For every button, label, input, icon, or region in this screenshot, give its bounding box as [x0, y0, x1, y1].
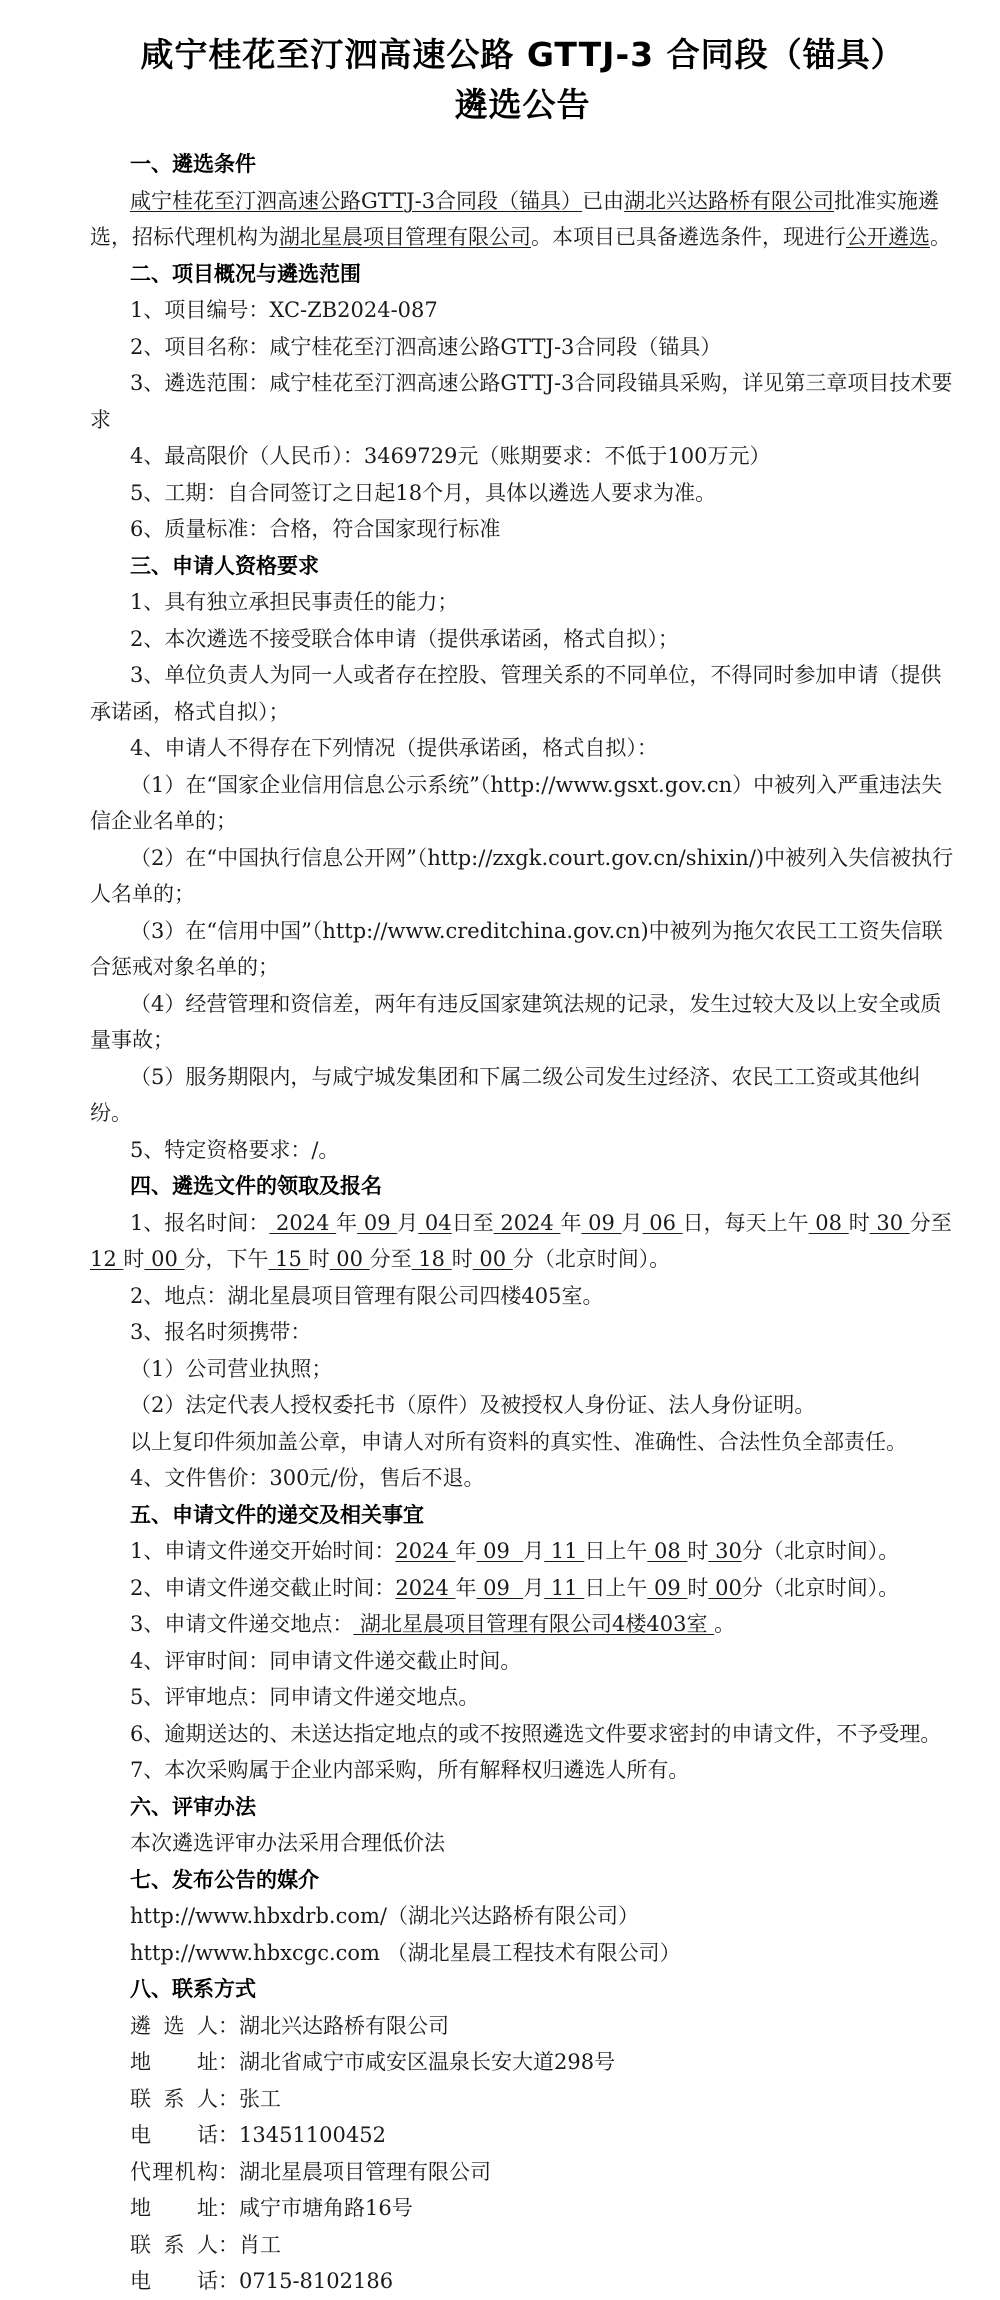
text-run: 一、遴选条件	[130, 152, 256, 176]
text-run: 1、报名时间：	[130, 1210, 270, 1235]
text-run: 分（北京时间）。	[741, 1575, 900, 1600]
contact-value: 湖北兴达路桥有限公司	[239, 2013, 449, 2038]
text-run: （1）公司营业执照；	[130, 1356, 333, 1381]
text-run: 本次遴选评审办法采用合理低价法	[130, 1831, 445, 1855]
underlined-text: 咸宁桂花至汀泗高速公路GTTJ-3合同段（锚具）	[130, 188, 583, 213]
text-run: 年	[336, 1210, 358, 1235]
contact-colon: ：	[218, 2086, 239, 2111]
paragraph	[90, 730, 955, 767]
text-run: 六、评审办法	[130, 1794, 256, 1819]
section-heading	[90, 1168, 955, 1205]
text-run: 6、质量标准：合格，符合国家现行标准	[130, 517, 501, 541]
underlined-text: 公开遴选	[846, 225, 930, 249]
text-run: 时	[308, 1247, 330, 1271]
paragraph	[90, 621, 955, 658]
paragraph	[90, 329, 955, 366]
underlined-text: 12	[90, 1247, 124, 1271]
contact-line	[90, 2154, 955, 2191]
underlined-text: 湖北星晨项目管理有限公司4楼403室	[353, 1612, 715, 1636]
text-run: 八、联系方式	[130, 1977, 256, 2001]
text-run: 年	[455, 1575, 477, 1600]
text-run: 。	[714, 1612, 736, 1636]
paragraph	[90, 584, 955, 621]
underlined-text: 08	[647, 1539, 688, 1563]
paragraph	[90, 1059, 955, 1132]
text-run: 时	[451, 1247, 473, 1271]
contact-line	[90, 2227, 955, 2264]
underlined-text: 08	[808, 1210, 849, 1235]
paragraph	[90, 1314, 955, 1351]
contact-line	[90, 2263, 955, 2300]
underlined-text: 2024	[395, 1539, 456, 1563]
text-run: 日，每天上午	[682, 1210, 809, 1235]
paragraph	[90, 1460, 955, 1497]
text-run: 年	[560, 1210, 582, 1235]
document-title	[90, 30, 955, 130]
text-run: 日至	[451, 1210, 494, 1235]
contact-label: 电话	[130, 2269, 218, 2293]
underlined-text: 09	[476, 1539, 524, 1563]
paragraph	[90, 1679, 955, 1716]
underlined-text: 04	[418, 1210, 452, 1235]
section-heading	[90, 1497, 955, 1534]
paragraph	[90, 1132, 955, 1169]
paragraph	[90, 1606, 955, 1643]
text-run: 分（北京时间）。	[741, 1539, 900, 1563]
text-run: 5、评审地点：同申请文件递交地点。	[130, 1685, 480, 1709]
text-run: 月	[523, 1575, 545, 1600]
contact-label: 联系人	[130, 2232, 218, 2257]
underlined-text: 30	[869, 1210, 910, 1235]
text-run: 时	[123, 1247, 145, 1271]
document-title-line1: 咸宁桂花至汀泗高速公路 GTTJ-3 合同段（锚具）	[140, 35, 905, 74]
text-run: 二、项目概况与遴选范围	[130, 261, 361, 286]
section-heading	[90, 548, 955, 585]
text-run: 5、工期：自合同签订之日起18个月，具体以遴选人要求为准。	[130, 480, 717, 505]
paragraph	[90, 1533, 955, 1570]
text-run: 1、项目编号：XC-ZB2024-087	[130, 298, 438, 322]
text-run: 三、申请人资格要求	[130, 553, 319, 578]
text-run: 批准实施遴选，招标代理机构为	[90, 188, 940, 249]
text-run: 月	[621, 1210, 643, 1235]
paragraph	[90, 1716, 955, 1753]
paragraph	[90, 840, 955, 913]
underlined-text: 湖北星晨项目管理有限公司	[279, 225, 531, 249]
text-run: 5、特定资格要求：/。	[130, 1137, 340, 1162]
paragraph	[90, 475, 955, 512]
contact-label: 地址	[130, 2196, 218, 2220]
contact-value: 13451100452	[239, 2123, 386, 2147]
underlined-text: 湖北兴达路桥有限公司	[624, 188, 835, 213]
contact-value: 湖北省咸宁市咸安区温泉长安大道298号	[239, 2050, 616, 2074]
text-run: 七、发布公告的媒介	[130, 1867, 319, 1892]
paragraph	[90, 1643, 955, 1680]
text-run: 1、申请文件递交开始时间：	[130, 1539, 396, 1563]
section-heading	[90, 1862, 955, 1899]
contact-label: 联系人	[130, 2086, 218, 2111]
text-run: （4）经营管理和资信差，两年有违反国家建筑法规的记录，发生过较大及以上安全或质量事故；	[90, 991, 942, 1052]
text-run: 4、评审时间：同申请文件递交截止时间。	[130, 1648, 522, 1673]
text-run: 2、申请文件递交截止时间：	[130, 1575, 396, 1600]
text-run: 月	[523, 1539, 545, 1563]
contact-line	[90, 2081, 955, 2118]
text-run: http://www.hbxdrb.com/（湖北兴达路桥有限公司）	[130, 1904, 639, 1928]
contact-label: 地址	[130, 2050, 218, 2074]
underlined-text: 00	[708, 1575, 742, 1600]
paragraph	[90, 1424, 955, 1461]
underlined-text: 2024	[395, 1575, 456, 1600]
paragraph	[90, 1351, 955, 1388]
contact-colon: ：	[218, 2123, 239, 2147]
contact-line	[90, 2190, 955, 2227]
text-run: 4、最高限价（人民币）：3469729元（账期要求：不低于100万元）	[130, 444, 771, 468]
contact-label: 电话	[130, 2123, 218, 2147]
paragraph	[90, 1898, 955, 1935]
underlined-text: 18	[411, 1247, 452, 1271]
text-run: 。本项目已具备遴选条件，现进行	[531, 225, 846, 249]
text-run: 7、本次采购属于企业内部采购，所有解释权归遴选人所有。	[130, 1758, 690, 1782]
paragraph	[90, 1935, 955, 1972]
text-run: 以上复印件须加盖公章，申请人对所有资料的真实性、准确性、合法性负全部责任。	[130, 1429, 907, 1454]
text-run: 时	[687, 1575, 709, 1600]
text-run: 2、项目名称：咸宁桂花至汀泗高速公路GTTJ-3合同段（锚具）	[130, 334, 722, 359]
paragraph	[90, 1278, 955, 1315]
paragraph	[90, 511, 955, 548]
paragraph	[90, 292, 955, 329]
document-body	[90, 146, 955, 2300]
paragraph	[90, 986, 955, 1059]
contact-colon: ：	[218, 2013, 239, 2038]
document-title-line2: 遴选公告	[454, 85, 591, 124]
text-run: （2）在“中国执行信息公开网”（http://zxgk.court.gov.cn/shixin/)中被列入失信被执行人名单的；	[90, 845, 954, 906]
paragraph	[90, 365, 955, 438]
text-run: 四、遴选文件的领取及报名	[130, 1174, 382, 1198]
text-run: 3、申请文件递交地点：	[130, 1612, 354, 1636]
underlined-text: 09	[581, 1210, 622, 1235]
contact-colon: ：	[218, 2269, 239, 2293]
section-heading	[90, 1789, 955, 1826]
contact-value: 张工	[239, 2086, 281, 2111]
text-run: 3、单位负责人为同一人或者存在控股、管理关系的不同单位，不得同时参加申请（提供承诺函，格式自拟）；	[90, 663, 942, 724]
underlined-text: 30	[708, 1539, 742, 1563]
contact-colon: ：	[218, 2050, 239, 2074]
text-run: 3、遴选范围：咸宁桂花至汀泗高速公路GTTJ-3合同段锚具采购，详见第三章项目技术要求	[90, 371, 953, 432]
text-run: 2、本次遴选不接受联合体申请（提供承诺函，格式自拟）；	[130, 626, 679, 651]
text-run: 分至	[369, 1247, 412, 1271]
paragraph	[90, 767, 955, 840]
contact-colon: ：	[218, 2159, 239, 2184]
text-run: 。	[930, 225, 951, 249]
contact-label: 遴选人	[130, 2013, 218, 2038]
text-run: 分至	[909, 1210, 952, 1235]
paragraph	[90, 1387, 955, 1424]
contact-value: 咸宁市塘角路16号	[239, 2196, 413, 2220]
text-run: （1）在“国家企业信用信息公示系统”（http://www.gsxt.gov.cn）中被列入严重违法失信企业名单的；	[90, 772, 943, 833]
text-run: 年	[455, 1539, 477, 1563]
contact-label: 代理机构	[130, 2159, 218, 2184]
underlined-text: 00	[472, 1247, 513, 1271]
text-run: 3、报名时须携带：	[130, 1320, 312, 1344]
text-run: 4、申请人不得存在下列情况（提供承诺函，格式自拟）：	[130, 736, 658, 760]
text-run: 月	[397, 1210, 419, 1235]
section-heading	[90, 256, 955, 293]
paragraph	[90, 438, 955, 475]
text-run: 4、文件售价：300元/份，售后不退。	[130, 1466, 485, 1490]
underlined-text: 09	[476, 1575, 524, 1600]
paragraph	[90, 183, 955, 256]
paragraph	[90, 1205, 955, 1278]
text-run: 1、具有独立承担民事责任的能力；	[130, 590, 459, 614]
contact-value: 肖工	[239, 2232, 281, 2257]
text-run: 时	[848, 1210, 870, 1235]
paragraph	[90, 657, 955, 730]
text-run: （3）在“信用中国”（http://www.creditchina.gov.cn)中被列为拖欠农民工工资失信联合惩戒对象名单的；	[90, 918, 943, 979]
paragraph	[90, 1825, 955, 1862]
text-run: 时	[687, 1539, 709, 1563]
section-heading	[90, 1971, 955, 2008]
contact-line	[90, 2117, 955, 2154]
text-run: 日上午	[584, 1539, 648, 1563]
paragraph	[90, 913, 955, 986]
underlined-text: 09	[357, 1210, 398, 1235]
contact-colon: ：	[218, 2232, 239, 2257]
section-heading	[90, 146, 955, 183]
underlined-text: 11	[544, 1575, 585, 1600]
underlined-text: 09	[647, 1575, 688, 1600]
text-run: 分，下午	[184, 1247, 269, 1271]
contact-line	[90, 2008, 955, 2045]
contact-colon: ：	[218, 2196, 239, 2220]
underlined-text: 00	[144, 1247, 185, 1271]
text-run: 分（北京时间）。	[512, 1247, 671, 1271]
text-run: （5）服务期限内，与咸宁城发集团和下属二级公司发生过经济、农民工工资或其他纠纷。	[90, 1064, 921, 1125]
underlined-text: 2024	[493, 1210, 561, 1235]
text-run: （2）法定代表人授权委托书（原件）及被授权人身份证、法人身份证明。	[130, 1393, 816, 1417]
text-run: 五、申请文件的递交及相关事宜	[130, 1502, 424, 1527]
underlined-text: 2024	[269, 1210, 337, 1235]
paragraph	[90, 1752, 955, 1789]
text-run: 6、逾期送达的、未送达指定地点的或不按照遴选文件要求密封的申请文件，不予受理。	[130, 1721, 942, 1746]
contact-value: 湖北星晨项目管理有限公司	[239, 2159, 491, 2184]
contact-value: 0715-8102186	[239, 2269, 394, 2293]
text-run: 2、地点：湖北星晨项目管理有限公司四楼405室。	[130, 1283, 604, 1308]
text-run: http://www.hbxcgc.com （湖北星晨工程技术有限公司）	[130, 1940, 681, 1965]
paragraph	[90, 1570, 955, 1607]
underlined-text: 06	[642, 1210, 683, 1235]
contact-line	[90, 2044, 955, 2081]
text-run: 日上午	[584, 1575, 648, 1600]
underlined-text: 00	[329, 1247, 370, 1271]
underlined-text: 11	[544, 1539, 585, 1563]
text-run: 已由	[582, 188, 625, 213]
underlined-text: 15	[268, 1247, 309, 1271]
